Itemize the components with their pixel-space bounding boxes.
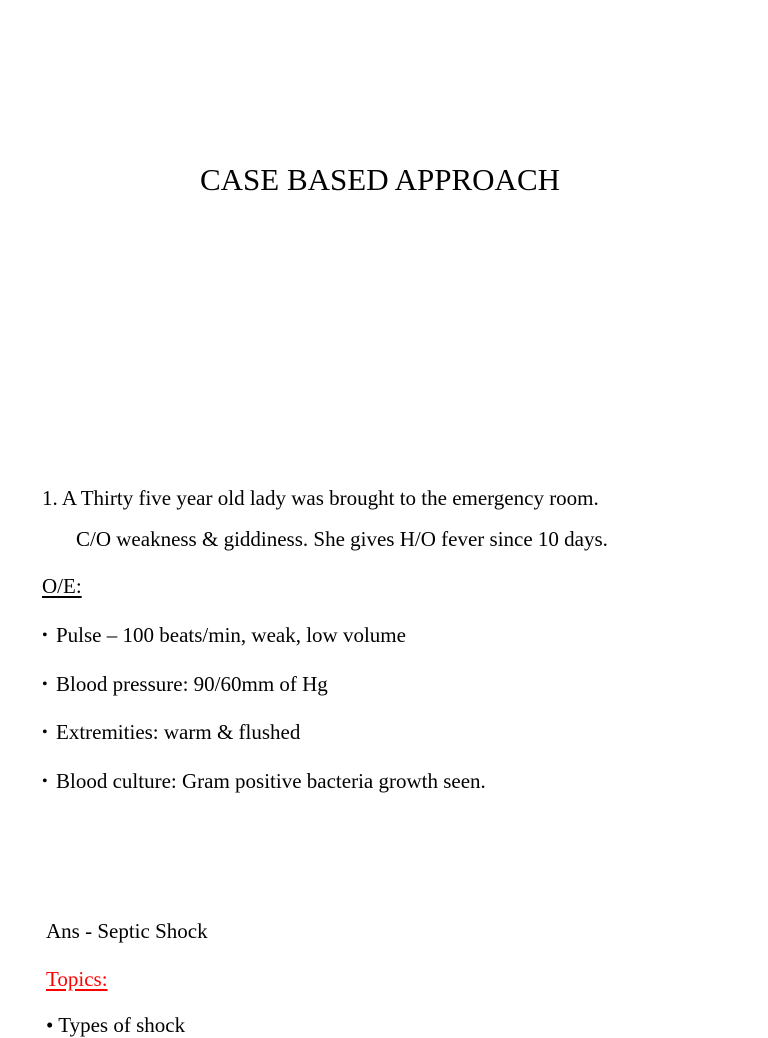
finding-item-pulse [42,622,406,649]
bullet-icon: • [42,627,48,644]
finding-text: Extremities: warm & flushed [56,720,301,744]
case-question-line-1: 1. A Thirty five year old lady was brought to the emergency room. [42,486,599,510]
finding-text: Blood pressure: 90/60mm of Hg [56,672,328,696]
finding-text: Pulse – 100 beats/min, weak, low volume [56,623,406,647]
topic-item-partial: • Types of shock [46,1013,186,1037]
bullet-icon: • [42,724,48,741]
finding-item-blood-pressure [42,671,328,698]
on-examination-heading: O/E: [42,574,82,598]
case-question-line-2: C/O weakness & giddiness. She gives H/O fever since 10 days. [76,527,608,551]
answer-text: Ans - Septic Shock [46,919,208,943]
finding-text: Blood culture: Gram positive bacteria growth seen. [56,769,486,793]
page-title: CASE BASED APPROACH [199,162,561,197]
bullet-icon: • [42,773,48,790]
finding-item-extremities [42,719,300,746]
finding-item-blood-culture [42,768,486,795]
topics-heading: Topics: [46,967,108,991]
bullet-icon: • [42,676,48,693]
